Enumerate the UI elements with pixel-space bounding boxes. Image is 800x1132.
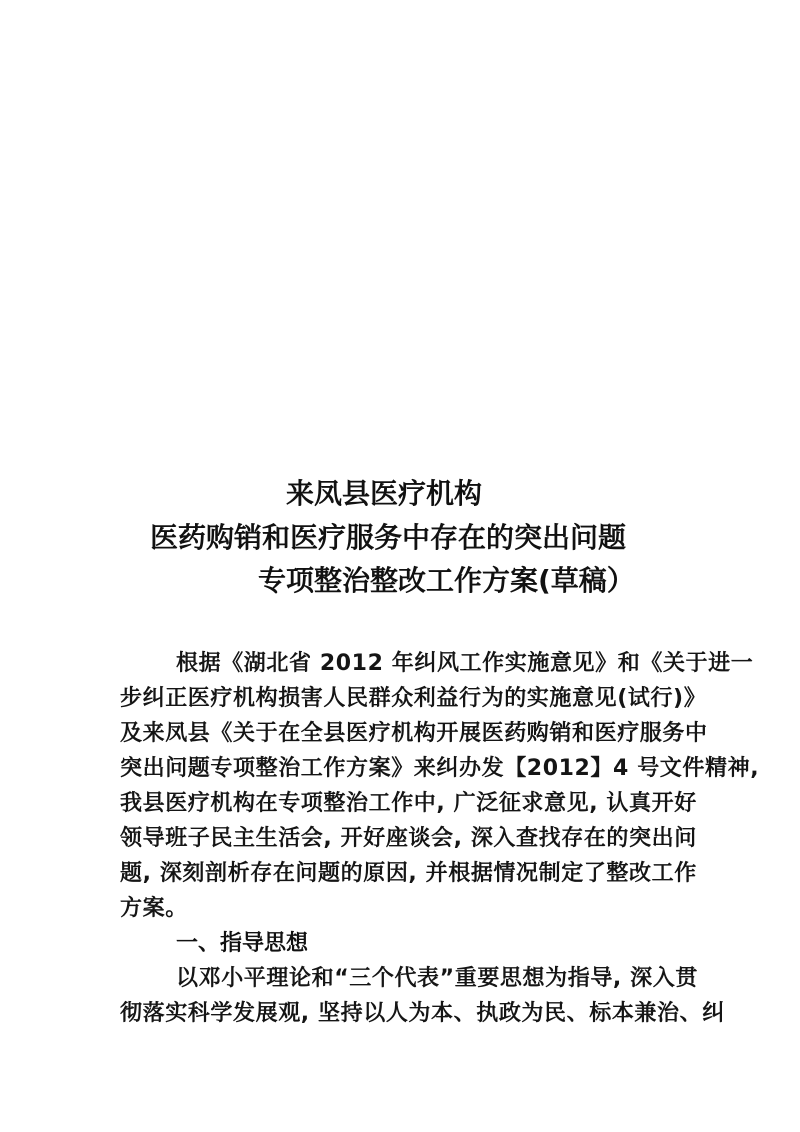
- paragraph-line: 及来凤县《关于在全县医疗机构开展医药购销和医疗服务中: [120, 721, 708, 746]
- paragraph-line: 突出问题专项整治工作方案》来纠办发【2012】4 号文件精神,: [120, 756, 760, 781]
- title-line-1: 来凤县医疗机构: [286, 477, 483, 510]
- paragraph-line: 彻落实科学发展观, 坚持以人为本、执政为民、标本兼治、纠: [120, 1001, 725, 1026]
- intro-paragraph: [120, 646, 760, 926]
- paragraph-line: 题, 深刻剖析存在问题的原因, 并根据情况制定了整改工作: [120, 861, 697, 886]
- section-heading-guiding-ideology: 一、指导思想: [176, 931, 309, 956]
- paragraph-line: 步纠正医疗机构损害人民群众利益行为的实施意见(试行)》: [120, 686, 707, 711]
- document-body: [120, 646, 760, 1031]
- paragraph-line: 我县医疗机构在专项整治工作中, 广泛征求意见, 认真开好: [120, 791, 697, 816]
- title-line-2: 医药购销和医疗服务中存在的突出问题: [150, 521, 627, 554]
- title-line-3: 专项整治整改工作方案(草稿）: [258, 564, 635, 597]
- paragraph-line: 方案。: [120, 896, 188, 921]
- paragraph-line: 以邓小平理论和“三个代表”重要思想为指导, 深入贯: [176, 966, 698, 991]
- paragraph-line: 领导班子民主生活会, 开好座谈会, 深入查找存在的突出问: [120, 826, 697, 851]
- section-1-paragraph: [120, 961, 725, 1031]
- paragraph-line: 根据《湖北省 2012 年纠风工作实施意见》和《关于进一: [176, 651, 754, 676]
